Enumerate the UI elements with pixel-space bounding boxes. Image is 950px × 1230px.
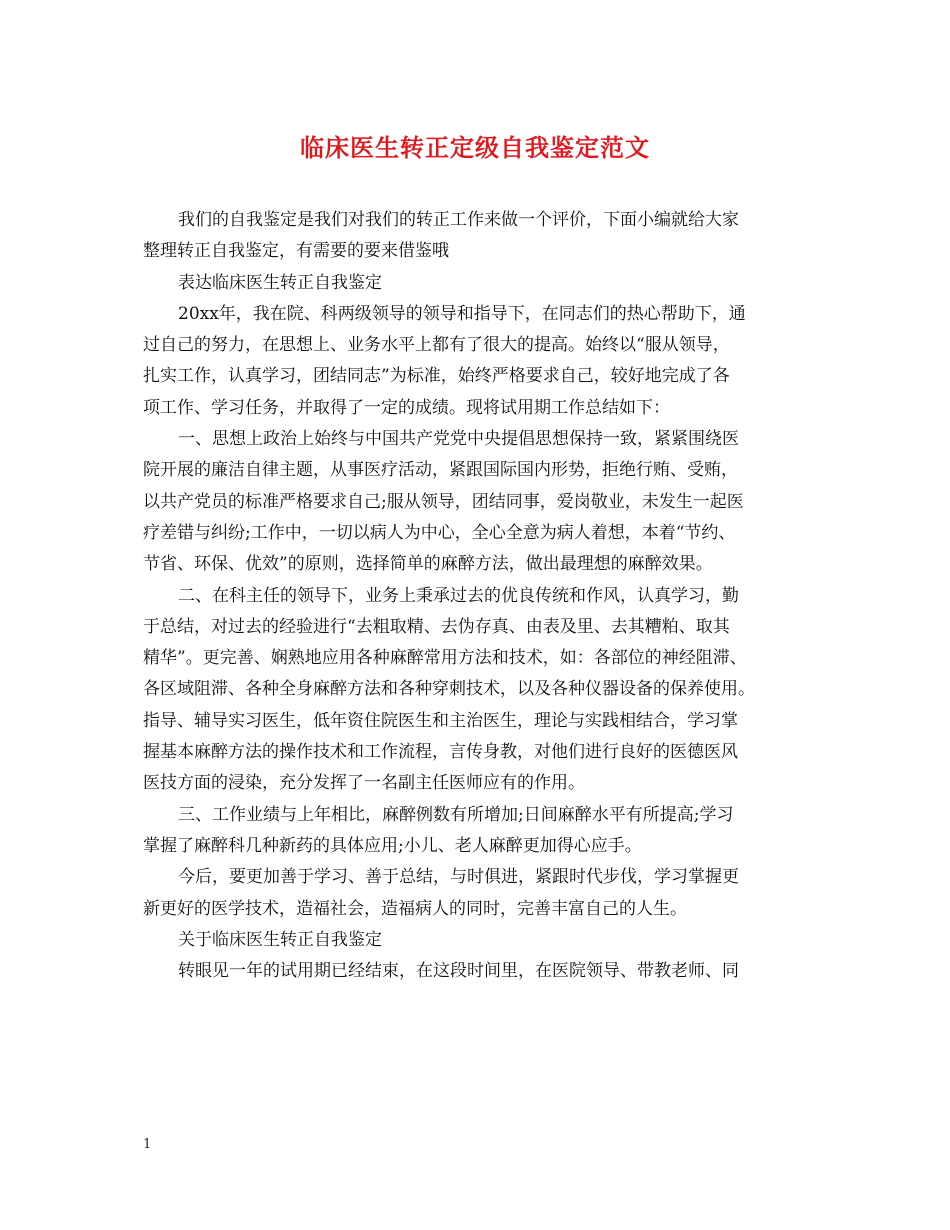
text-line: 扎实工作，认真学习，团结同志”为标准，始终严格要求自己，较好地完成了各 [143, 366, 730, 387]
text-line: 关于临床医生转正自我鉴定 [178, 929, 382, 950]
text-line: 我们的自我鉴定是我们对我们的转正工作来做一个评价，下面小编就给大家 [178, 210, 739, 230]
text-line: 今后，要更加善于学习、善于总结，与时俱进，紧跟时代步伐，学习掌握更 [178, 867, 739, 888]
text-line: 转眼见一年的试用期已经结束，在这段时间里，在医院领导、带教老师、同 [178, 961, 739, 982]
text-line: 于总结，对过去的经验进行“去粗取精、去伪存真、由表及里、去其糟粕、取其 [143, 616, 730, 637]
text-line: 一、思想上政治上始终与中国共产党党中央提倡思想保持一致，紧紧围绕医 [178, 429, 739, 450]
text-line: 整理转正自我鉴定，有需要的要来借鉴哦 [143, 241, 449, 262]
text-line: 医技方面的浸染，充分发挥了一名副主任医师应有的作用。 [143, 773, 585, 794]
text-line: 过自己的努力，在思想上、业务水平上都有了很大的提高。始终以“服从领导， [143, 335, 730, 356]
text-line: 三、工作业绩与上年相比，麻醉例数有所增加;日间麻醉水平有所提高;学习 [178, 804, 734, 825]
text-line: 表达临床医生转正自我鉴定 [178, 272, 382, 293]
page-number: 1 [143, 1137, 152, 1152]
text-line: 以共产党员的标准严格要求自己;服从领导，团结同事，爱岗敬业，未发生一起医 [143, 491, 744, 512]
text-line: 各区域阻滞、各种全身麻醉方法和各种穿刺技术，以及各种仪器设备的保养使用。 [143, 679, 755, 700]
text-line: 二、在科主任的领导下，业务上秉承过去的优良传统和作风，认真学习，勤 [178, 585, 739, 606]
text-line: 项工作、学习任务，并取得了一定的成绩。现将试用期工作总结如下： [143, 397, 670, 418]
text-line: 20xx年，我在院、科两级领导的领导和指导下，在同志们的热心帮助下，通 [178, 303, 746, 324]
document-title: 临床医生转正定级自我鉴定范文 [300, 133, 650, 162]
text-line: 指导、辅导实习医生，低年资住院医生和主治医生，理论与实践相结合，学习掌 [143, 710, 738, 731]
text-line: 院开展的廉洁自律主题，从事医疗活动，紧跟国际国内形势，拒绝行贿、受贿， [143, 460, 738, 481]
document-body [143, 205, 813, 987]
text-line: 新更好的医学技术，造福社会，造福病人的同时，完善丰富自己的人生。 [143, 898, 687, 919]
text-line: 节省、环保、优效”的原则，选择简单的麻醉方法，做出最理想的麻醉效果。 [143, 554, 713, 575]
text-line: 疗差错与纠纷;工作中，一切以病人为中心，全心全意为病人着想，本着“节约、 [143, 522, 736, 543]
text-line: 精华”。更完善、娴熟地应用各种麻醉常用方法和技术，如：各部位的神经阻滞、 [143, 648, 747, 669]
text-line: 掌握了麻醉科几种新药的具体应用;小儿、老人麻醉更加得心应手。 [143, 835, 642, 856]
text-line: 握基本麻醉方法的操作技术和工作流程，言传身教，对他们进行良好的医德医风 [143, 742, 738, 763]
